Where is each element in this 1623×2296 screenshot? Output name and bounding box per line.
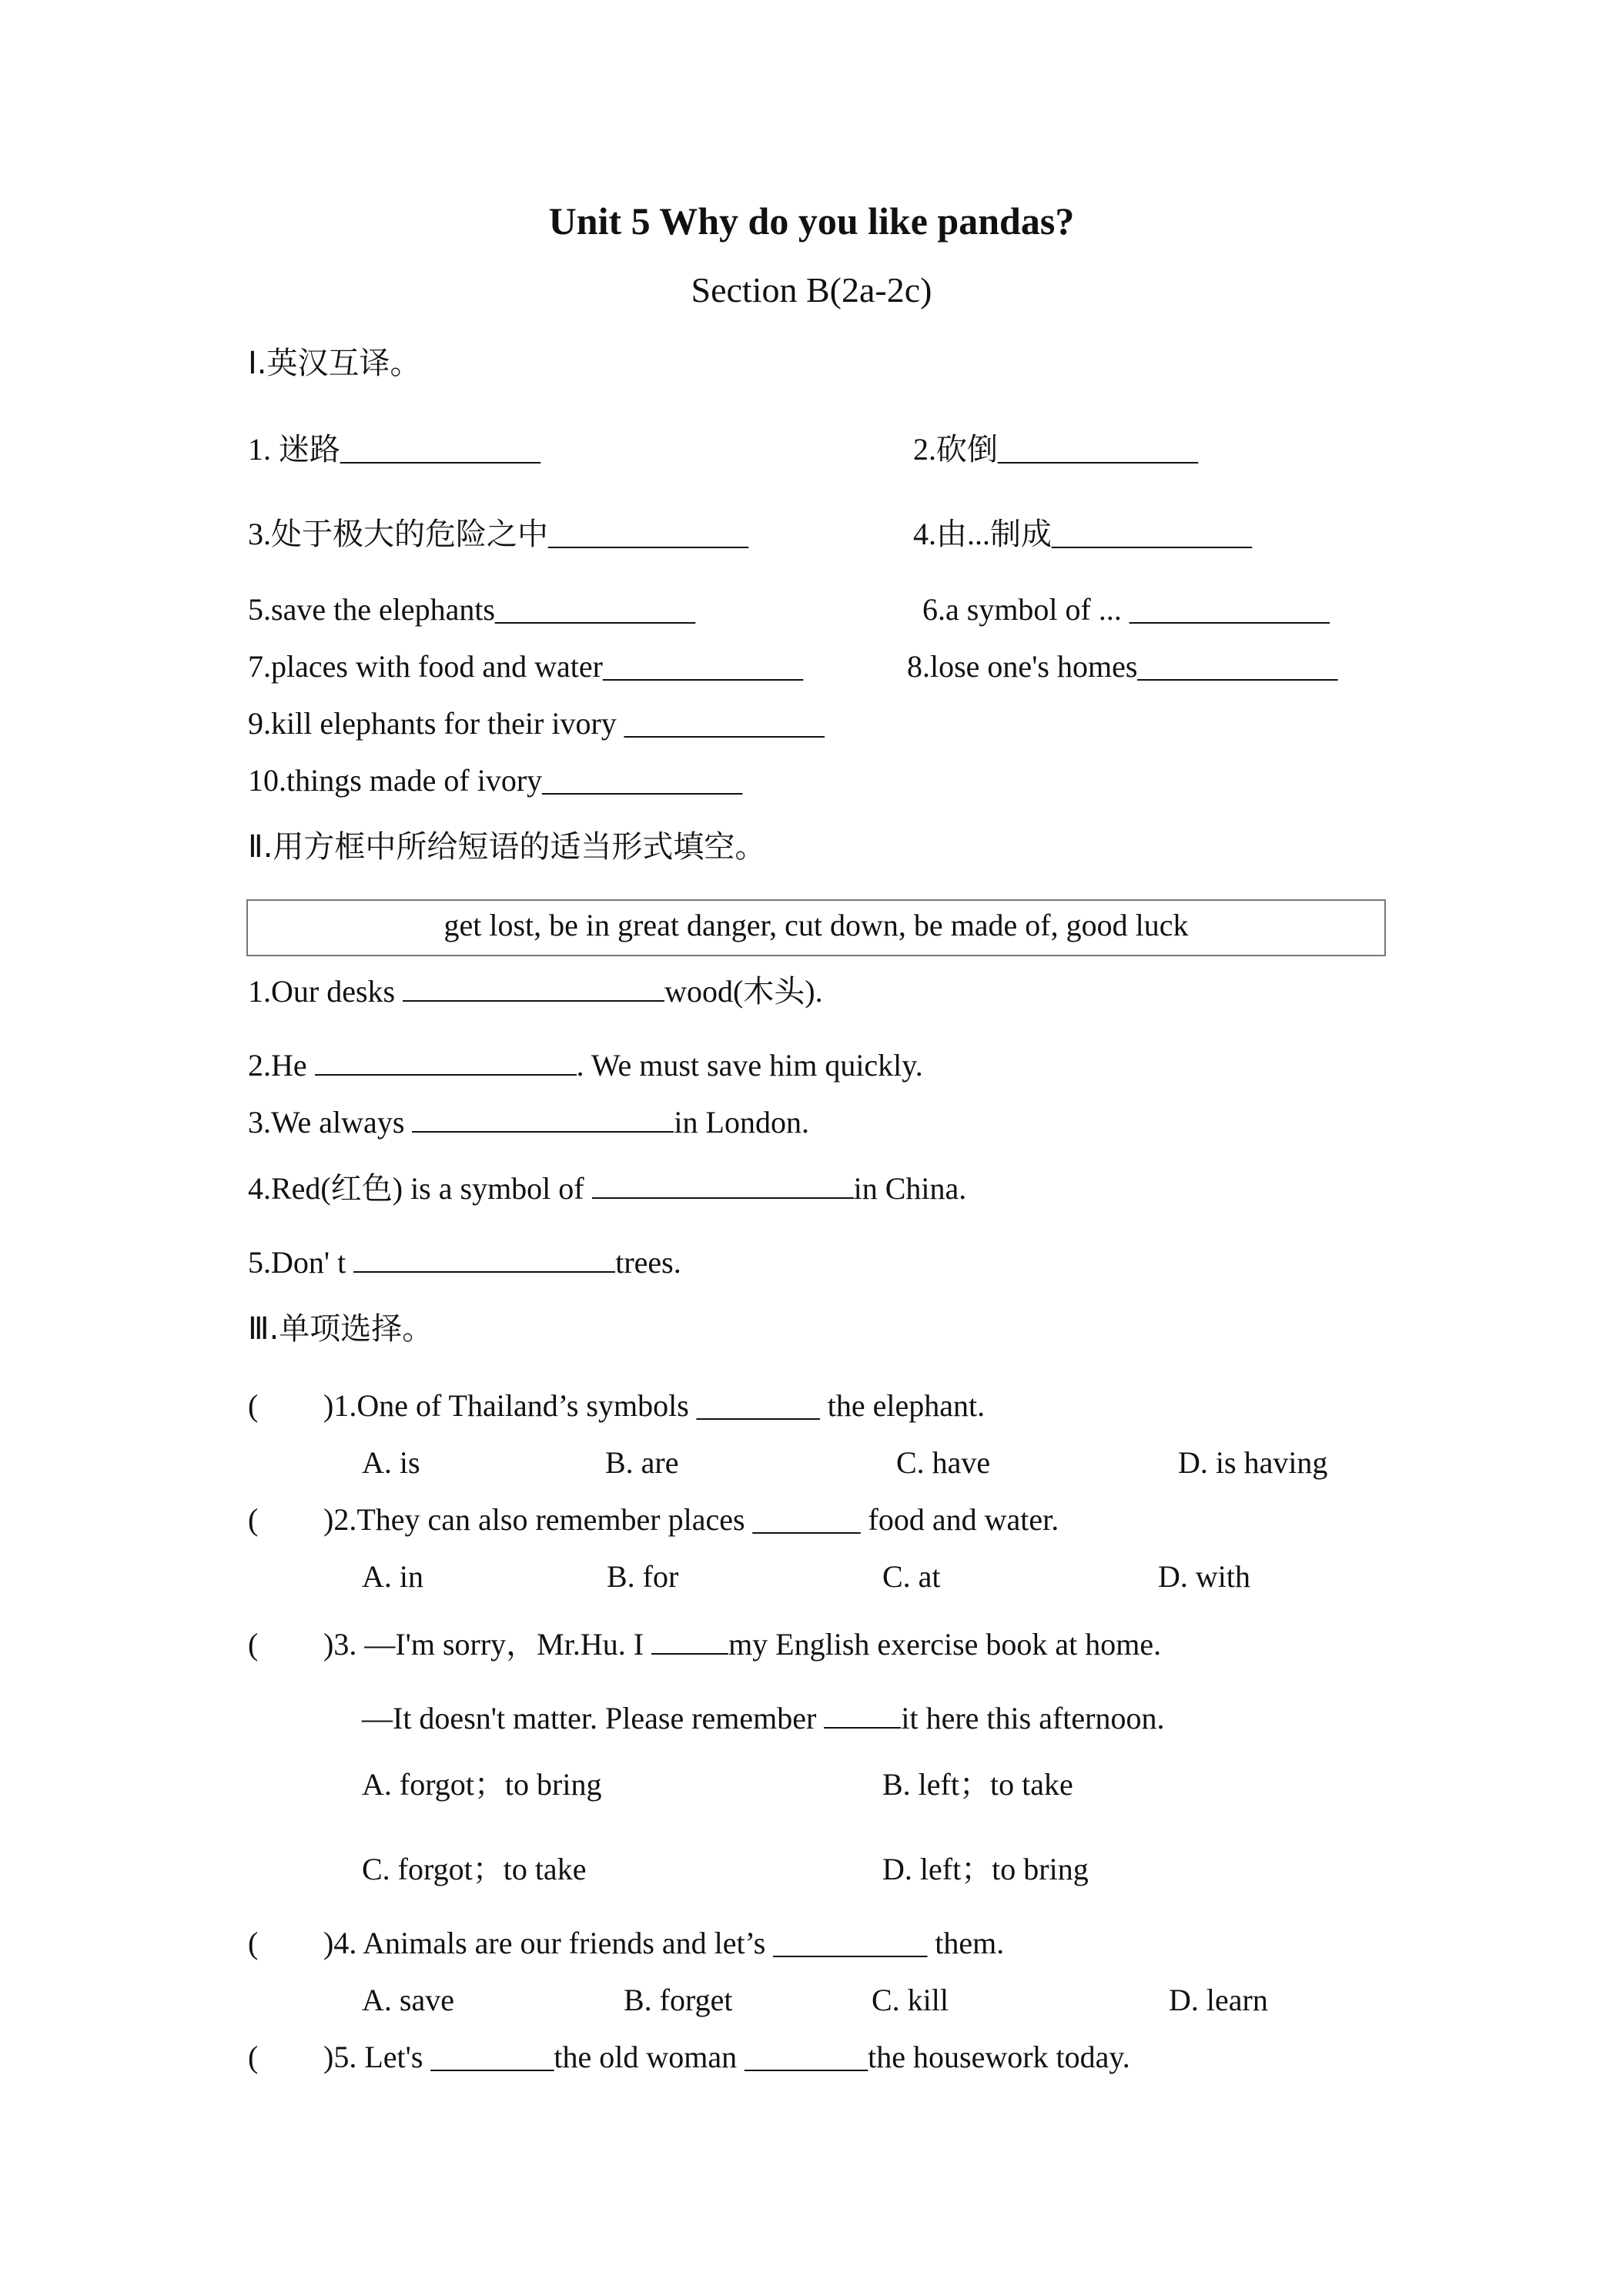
answer-blank[interactable] xyxy=(651,1627,728,1655)
q3-stem xyxy=(323,1626,1161,1663)
q1-option-c[interactable]: C. have xyxy=(896,1445,991,1480)
part1-item-4: 4.由...制成_____________ xyxy=(913,517,1252,551)
q3-line2-before: —It doesn't matter. Please remember xyxy=(362,1701,825,1735)
q3-stem-before: )3. —I'm sorry，Mr.Hu. I xyxy=(323,1627,652,1662)
part2-item-2-after: . We must save him quickly. xyxy=(576,1048,923,1083)
q4-paren[interactable]: ( xyxy=(248,1926,259,1960)
q2-option-b[interactable]: B. for xyxy=(607,1559,679,1594)
q1-option-d[interactable]: D. is having xyxy=(1178,1445,1328,1480)
q5-paren[interactable]: ( xyxy=(248,2040,259,2074)
part2-item-1 xyxy=(248,973,823,1010)
answer-blank[interactable] xyxy=(403,974,664,1002)
part2-item-3-before: 3.We always xyxy=(248,1105,413,1140)
q2-option-c[interactable]: C. at xyxy=(882,1559,941,1594)
q3-line2 xyxy=(362,1700,1164,1737)
q2-option-a[interactable]: A. in xyxy=(362,1559,423,1594)
q2-option-d[interactable]: D. with xyxy=(1158,1559,1250,1594)
q4-stem: )4. Animals are our friends and let’s __________ them. xyxy=(323,1926,1005,1960)
part1-item-2: 2.砍倒_____________ xyxy=(913,432,1198,467)
q2-stem: )2.They can also remember places _______ food and water. xyxy=(323,1502,1059,1537)
part2-item-2-before: 2.He xyxy=(248,1048,315,1083)
part1-item-5: 5.save the elephants_____________ xyxy=(248,592,695,627)
answer-blank[interactable] xyxy=(824,1701,901,1729)
q1-option-b[interactable]: B. are xyxy=(605,1445,679,1480)
part2-item-1-before: 1.Our desks xyxy=(248,974,403,1009)
answer-blank[interactable] xyxy=(592,1171,854,1199)
answer-blank[interactable] xyxy=(412,1105,674,1133)
part2-item-3-after: in London. xyxy=(674,1105,809,1140)
q1-paren[interactable]: ( xyxy=(248,1388,259,1423)
part1-item-7: 7.places with food and water_____________ xyxy=(248,649,803,684)
q1-stem: )1.One of Thailand’s symbols ________ the elephant. xyxy=(323,1388,986,1423)
part1-item-6: 6.a symbol of ... _____________ xyxy=(922,592,1330,627)
part3-heading: Ⅲ.单项选择。 xyxy=(248,1311,433,1347)
part1-item-1: 1. 迷路_____________ xyxy=(248,432,540,467)
q3-option-c[interactable]: C. forgot；to take xyxy=(362,1852,587,1886)
part2-item-4-before: 4.Red(红色) is a symbol of xyxy=(248,1171,592,1206)
page-title: Unit 5 Why do you like pandas? xyxy=(548,199,1075,243)
part2-item-5-before: 5.Don' t xyxy=(248,1245,354,1280)
part2-item-5 xyxy=(248,1244,681,1281)
part2-item-4 xyxy=(248,1170,966,1207)
part1-item-3: 3.处于极大的危险之中_____________ xyxy=(248,517,748,551)
q3-paren[interactable]: ( xyxy=(248,1627,259,1662)
q3-stem-after: my English exercise book at home. xyxy=(728,1627,1162,1662)
q4-option-d[interactable]: D. learn xyxy=(1169,1983,1268,2017)
part2-item-1-after: wood(木头). xyxy=(664,974,823,1009)
q4-option-b[interactable]: B. forget xyxy=(624,1983,733,2017)
part1-heading: Ⅰ.英汉互译。 xyxy=(248,346,421,381)
q5-stem: )5. Let's ________the old woman ________the housework today. xyxy=(323,2040,1130,2074)
part2-item-5-after: trees. xyxy=(615,1245,681,1280)
q4-option-a[interactable]: A. save xyxy=(362,1983,454,2017)
q2-paren[interactable]: ( xyxy=(248,1502,259,1537)
part2-item-2 xyxy=(248,1047,923,1084)
q3-option-a[interactable]: A. forgot；to bring xyxy=(362,1767,602,1802)
answer-blank[interactable] xyxy=(315,1048,577,1076)
part2-item-3 xyxy=(248,1104,809,1141)
q3-option-d[interactable]: D. left；to bring xyxy=(882,1852,1089,1886)
word-box-phrases: get lost, be in great danger, cut down, be made of, good luck xyxy=(443,908,1189,942)
q3-line2-after: it here this afternoon. xyxy=(901,1701,1165,1735)
page-subtitle: Section B(2a-2c) xyxy=(691,270,932,310)
q1-option-a[interactable]: A. is xyxy=(362,1445,420,1480)
part1-item-8: 8.lose one's homes_____________ xyxy=(907,649,1338,684)
q4-option-c[interactable]: C. kill xyxy=(872,1983,949,2017)
part2-item-4-after: in China. xyxy=(853,1171,967,1206)
part1-item-9: 9.kill elephants for their ivory _____________ xyxy=(248,706,825,741)
part1-item-10: 10.things made of ivory_____________ xyxy=(248,763,743,798)
part2-heading: Ⅱ.用方框中所给短语的适当形式填空。 xyxy=(248,829,766,865)
answer-blank[interactable] xyxy=(353,1245,615,1273)
q3-option-b[interactable]: B. left；to take xyxy=(882,1767,1073,1802)
